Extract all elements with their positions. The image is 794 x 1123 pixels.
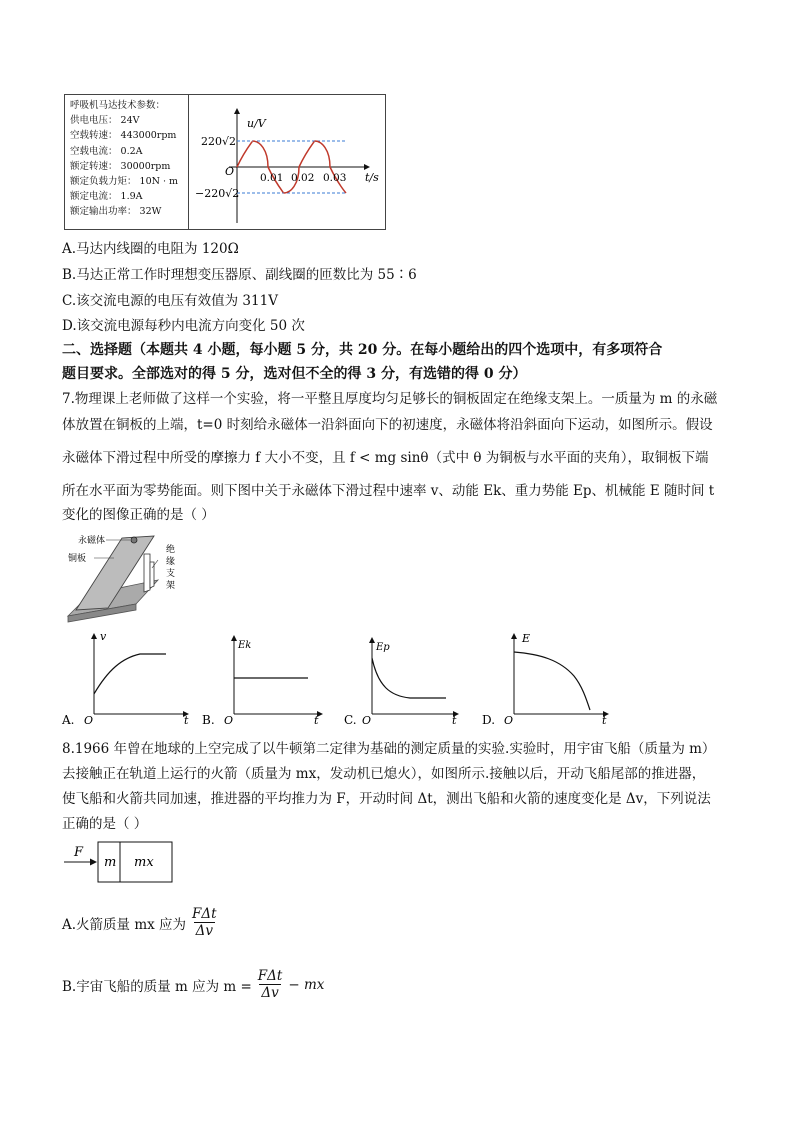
q7-text: 7.物理课上老师做了这样一个实验，将一平整且厚度均匀足够长的铜板固定在绝缘支架上。一质量为 m 的永磁 [62,391,718,407]
numerator: FΔt [257,968,283,984]
graph-option-b [202,636,322,727]
q7-text: 永磁体下滑过程中所受的摩擦力 f 大小不变，且 f < mg sinθ（式中 θ 为铜板与水平面的夹角），取铜板下端 [62,450,709,466]
motor-params-box [64,94,188,230]
y-label: Ep [376,642,390,653]
x-label: t [452,714,457,727]
param-line: 空载电流： 0.2A [70,145,143,157]
q6-option-d: D.该交流电源每秒内电流方向变化 50 次 [62,318,305,334]
param-line: 额定转速： 30000rpm [70,160,171,172]
param-line: 额定电流： 1.9A [70,191,143,203]
origin-label: O [225,165,235,178]
graph-option-d [482,632,608,727]
param-line: 空载转速： 443000rpm [70,130,177,142]
origin: O [84,714,94,727]
x-label: t [314,714,319,727]
option-label: A. [62,713,75,727]
plate-label: 铜板 [68,554,87,564]
curve-a [94,654,166,694]
y-axis-label: u/V [247,117,266,130]
q8-option-b [62,968,324,1001]
numerator: FΔt [192,906,217,922]
q7-text: 体放置在铜板的上端，t=0 时刻给永磁体一沿斜面向下的初速度，永磁体将沿斜面向下运动，如图所示。假设 [62,417,713,433]
param-line: 额定负载力矩： 10N · m [70,176,178,188]
param-line: 供电电压： 24V [70,115,140,127]
y-label: Ek [238,640,252,651]
origin: O [504,714,514,727]
q6-option-c: C.该交流电源的电压有效值为 311V [62,293,278,309]
x-axis-label: t/s [365,171,379,184]
support-label: 绝 [166,545,176,555]
curve-d [514,652,590,710]
x-tick-label: 0.02 [291,172,315,184]
option-label: D. [482,713,496,727]
denominator: Δv [195,923,214,939]
ship-label: m [104,855,117,870]
q7-text: 所在水平面为零势能面。则下图中关于永磁体下滑过程中速率 v、动能 Ek、重力势能 Ep、机械能 E 随时间 t [62,483,715,499]
y-max-label: 220√2 [201,135,237,148]
curve-c [372,658,446,698]
option-text: A.火箭质量 mx 应为 [62,916,187,933]
q7-text: 变化的图像正确的是（ ） [62,507,215,523]
origin: O [362,714,372,727]
x-label: t [184,714,189,727]
q8-option-a [62,906,219,939]
sine-voltage-graph [189,95,385,229]
rocket-label: mx [134,855,154,870]
fraction [190,906,219,939]
q6-option-b: B.马达正常工作时理想变压器原、副线圈的匝数比为 55∶6 [62,267,417,283]
option-label: C. [344,713,357,727]
section-heading-cont: 题目要求。全部选对的得 5 分，选对但不全的得 3 分，有选错的得 0 分） [62,366,527,382]
option-text: B.宇宙飞船的质量 m 应为 m = [62,978,252,995]
option-suffix: − mx [288,976,325,993]
q7-graph-options [60,630,620,730]
x-tick-label: 0.03 [323,172,347,184]
y-min-label: −220√2 [195,187,240,200]
x-tick-label: 0.01 [260,172,284,184]
magnet [131,537,137,543]
graph-option-c [344,638,458,727]
param-line: 呼吸机马达技术参数： [70,100,166,111]
magnet-label: 永磁体 [78,536,106,546]
support-label: 支 [166,569,176,579]
param-line: 额定输出功率： 32W [70,206,162,218]
support-leg [144,554,150,592]
q8-text: 使飞船和火箭共同加速，推进器的平均推力为 F，开动时间 Δt，测出飞船和火箭的速度变化是 Δv，下列说法 [62,791,711,807]
graph-option-a [61,630,189,727]
voltage-graph-box [188,94,386,230]
x-label: t [602,714,607,727]
copper-plate-figure [62,528,192,628]
denominator: Δv [261,985,279,1001]
q8-text: 正确的是（ ） [62,816,148,832]
y-label: E [522,632,531,645]
section-heading: 二、选择题（本题共 4 小题，每小题 5 分，共 20 分。在每小题给出的四个选项中，有多项符合 [62,342,663,358]
q6-option-a: A.马达内线圈的电阻为 120Ω [62,241,239,257]
q8-text: 8.1966 年曾在地球的上空完成了以牛顿第二定律为基础的测定质量的实验.实验时，用宇宙飞船（质量为 m） [62,741,716,757]
support-label: 架 [166,581,176,591]
y-label: v [100,630,107,643]
fraction [256,968,285,1001]
ship-rocket-figure [62,838,182,888]
q8-text: 去接触正在轨道上运行的火箭（质量为 mx，发动机已熄火），如图所示.接触以后，开动飞船尾部的推进器， [62,766,706,782]
option-label: B. [202,713,215,727]
force-label: F [74,845,84,860]
support-label: 缘 [166,557,176,567]
origin: O [224,714,234,727]
